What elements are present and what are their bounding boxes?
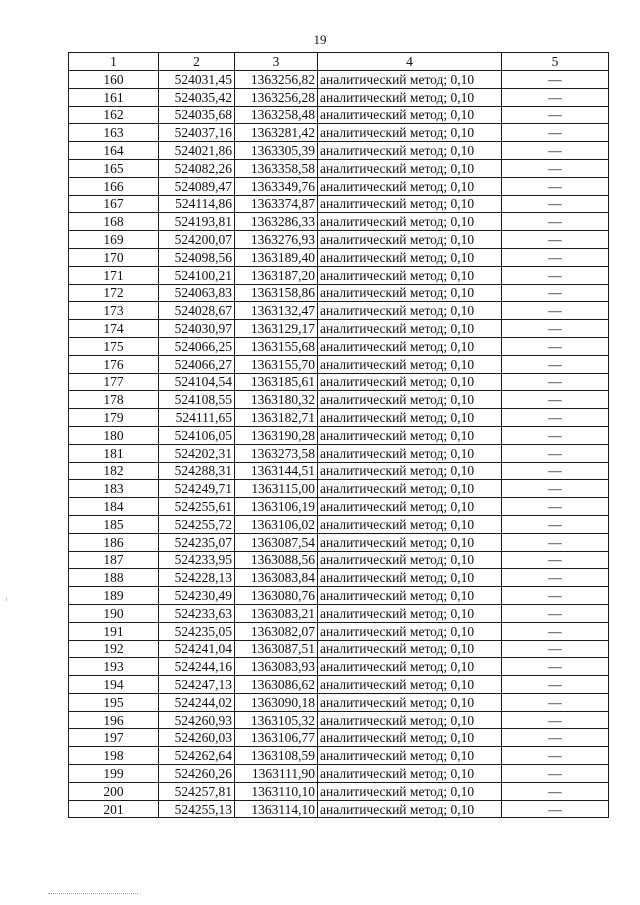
- cell-point-number: 175: [69, 337, 159, 355]
- table-row: [69, 480, 609, 498]
- cell-y-coordinate: 1363144,51: [235, 462, 318, 480]
- cell-y-coordinate: 1363083,84: [235, 569, 318, 587]
- cell-note: —: [502, 729, 609, 747]
- cell-y-coordinate: 1363110,10: [235, 782, 318, 800]
- cell-point-number: 194: [69, 676, 159, 694]
- cell-x-coordinate: 524235,05: [159, 622, 235, 640]
- cell-method: аналитический метод; 0,10: [318, 765, 502, 783]
- cell-y-coordinate: 1363358,58: [235, 159, 318, 177]
- cell-note: —: [502, 124, 609, 142]
- cell-method: аналитический метод; 0,10: [318, 409, 502, 427]
- cell-x-coordinate: 524228,13: [159, 569, 235, 587]
- cell-method: аналитический метод; 0,10: [318, 213, 502, 231]
- cell-x-coordinate: 524249,71: [159, 480, 235, 498]
- cell-x-coordinate: 524260,26: [159, 765, 235, 783]
- cell-y-coordinate: 1363349,76: [235, 177, 318, 195]
- cell-point-number: 168: [69, 213, 159, 231]
- cell-note: —: [502, 515, 609, 533]
- cell-note: —: [502, 355, 609, 373]
- cell-y-coordinate: 1363087,54: [235, 533, 318, 551]
- table-row: [69, 213, 609, 231]
- cell-point-number: 186: [69, 533, 159, 551]
- cell-point-number: 171: [69, 266, 159, 284]
- cell-method: аналитический метод; 0,10: [318, 426, 502, 444]
- table-row: [69, 658, 609, 676]
- cell-method: аналитический метод; 0,10: [318, 515, 502, 533]
- cell-x-coordinate: 524030,97: [159, 320, 235, 338]
- cell-method: аналитический метод; 0,10: [318, 302, 502, 320]
- cell-method: аналитический метод; 0,10: [318, 747, 502, 765]
- cell-note: —: [502, 320, 609, 338]
- cell-y-coordinate: 1363155,68: [235, 337, 318, 355]
- cell-x-coordinate: 524255,61: [159, 498, 235, 516]
- table-row: [69, 248, 609, 266]
- header-col-y: 3: [235, 53, 318, 71]
- cell-y-coordinate: 1363106,02: [235, 515, 318, 533]
- cell-point-number: 179: [69, 409, 159, 427]
- cell-note: —: [502, 195, 609, 213]
- cell-x-coordinate: 524255,72: [159, 515, 235, 533]
- cell-x-coordinate: 524233,95: [159, 551, 235, 569]
- cell-method: аналитический метод; 0,10: [318, 444, 502, 462]
- cell-note: —: [502, 480, 609, 498]
- table-row: [69, 337, 609, 355]
- header-col-method: 4: [318, 53, 502, 71]
- page-number: 19: [313, 32, 327, 47]
- cell-y-coordinate: 1363082,07: [235, 622, 318, 640]
- cell-method: аналитический метод; 0,10: [318, 284, 502, 302]
- cell-point-number: 198: [69, 747, 159, 765]
- cell-method: аналитический метод; 0,10: [318, 195, 502, 213]
- cell-y-coordinate: 1363276,93: [235, 231, 318, 249]
- footer-stamp-line: [48, 893, 138, 896]
- cell-note: —: [502, 337, 609, 355]
- cell-note: —: [502, 302, 609, 320]
- cell-y-coordinate: 1363182,71: [235, 409, 318, 427]
- cell-x-coordinate: 524257,81: [159, 782, 235, 800]
- table-row: [69, 729, 609, 747]
- cell-x-coordinate: 524035,68: [159, 106, 235, 124]
- cell-point-number: 199: [69, 765, 159, 783]
- cell-note: —: [502, 604, 609, 622]
- cell-x-coordinate: 524031,45: [159, 71, 235, 89]
- table-row: [69, 693, 609, 711]
- cell-y-coordinate: 1363087,51: [235, 640, 318, 658]
- cell-x-coordinate: 524100,21: [159, 266, 235, 284]
- cell-point-number: 166: [69, 177, 159, 195]
- cell-x-coordinate: 524244,02: [159, 693, 235, 711]
- cell-y-coordinate: 1363108,59: [235, 747, 318, 765]
- cell-point-number: 181: [69, 444, 159, 462]
- cell-point-number: 174: [69, 320, 159, 338]
- cell-y-coordinate: 1363111,90: [235, 765, 318, 783]
- cell-point-number: 165: [69, 159, 159, 177]
- cell-point-number: 196: [69, 711, 159, 729]
- cell-method: аналитический метод; 0,10: [318, 587, 502, 605]
- table-row: [69, 533, 609, 551]
- table-row: [69, 622, 609, 640]
- cell-point-number: 160: [69, 71, 159, 89]
- cell-y-coordinate: 1363281,42: [235, 124, 318, 142]
- cell-method: аналитический метод; 0,10: [318, 231, 502, 249]
- table-body: [69, 71, 609, 818]
- cell-y-coordinate: 1363090,18: [235, 693, 318, 711]
- cell-point-number: 192: [69, 640, 159, 658]
- cell-note: —: [502, 177, 609, 195]
- cell-method: аналитический метод; 0,10: [318, 355, 502, 373]
- cell-x-coordinate: 524241,04: [159, 640, 235, 658]
- cell-y-coordinate: 1363185,61: [235, 373, 318, 391]
- table-row: [69, 765, 609, 783]
- cell-note: —: [502, 106, 609, 124]
- cell-x-coordinate: 524021,86: [159, 142, 235, 160]
- table-row: [69, 515, 609, 533]
- cell-note: —: [502, 444, 609, 462]
- table-row: [69, 587, 609, 605]
- cell-method: аналитический метод; 0,10: [318, 551, 502, 569]
- cell-y-coordinate: 1363129,17: [235, 320, 318, 338]
- cell-note: —: [502, 426, 609, 444]
- table-row: [69, 195, 609, 213]
- table-row: [69, 498, 609, 516]
- cell-note: —: [502, 498, 609, 516]
- cell-point-number: 193: [69, 658, 159, 676]
- table-row: [69, 142, 609, 160]
- cell-note: —: [502, 782, 609, 800]
- cell-note: —: [502, 693, 609, 711]
- cell-y-coordinate: 1363115,00: [235, 480, 318, 498]
- cell-method: аналитический метод; 0,10: [318, 462, 502, 480]
- cell-method: аналитический метод; 0,10: [318, 729, 502, 747]
- cell-point-number: 182: [69, 462, 159, 480]
- cell-x-coordinate: 524233,63: [159, 604, 235, 622]
- cell-method: аналитический метод; 0,10: [318, 71, 502, 89]
- cell-y-coordinate: 1363106,19: [235, 498, 318, 516]
- cell-note: —: [502, 462, 609, 480]
- table-row: [69, 266, 609, 284]
- cell-note: —: [502, 533, 609, 551]
- cell-x-coordinate: 524104,54: [159, 373, 235, 391]
- cell-note: —: [502, 284, 609, 302]
- cell-x-coordinate: 524260,93: [159, 711, 235, 729]
- cell-note: —: [502, 159, 609, 177]
- table-row: [69, 711, 609, 729]
- table-row: [69, 444, 609, 462]
- cell-x-coordinate: 524037,16: [159, 124, 235, 142]
- cell-point-number: 172: [69, 284, 159, 302]
- cell-method: аналитический метод; 0,10: [318, 177, 502, 195]
- cell-x-coordinate: 524235,07: [159, 533, 235, 551]
- header-col-note: 5: [502, 53, 609, 71]
- cell-note: —: [502, 622, 609, 640]
- table-row: [69, 569, 609, 587]
- cell-method: аналитический метод; 0,10: [318, 622, 502, 640]
- table-row: [69, 106, 609, 124]
- cell-y-coordinate: 1363105,32: [235, 711, 318, 729]
- cell-note: —: [502, 266, 609, 284]
- cell-method: аналитический метод; 0,10: [318, 124, 502, 142]
- cell-note: —: [502, 676, 609, 694]
- cell-x-coordinate: 524202,31: [159, 444, 235, 462]
- cell-point-number: 163: [69, 124, 159, 142]
- cell-method: аналитический метод; 0,10: [318, 266, 502, 284]
- cell-note: —: [502, 711, 609, 729]
- cell-x-coordinate: 524230,49: [159, 587, 235, 605]
- margin-mark: [6, 598, 7, 601]
- cell-x-coordinate: 524089,47: [159, 177, 235, 195]
- coordinates-table: [68, 52, 609, 818]
- cell-note: —: [502, 587, 609, 605]
- cell-x-coordinate: 524262,64: [159, 747, 235, 765]
- cell-note: —: [502, 640, 609, 658]
- cell-point-number: 184: [69, 498, 159, 516]
- cell-y-coordinate: 1363088,56: [235, 551, 318, 569]
- cell-point-number: 197: [69, 729, 159, 747]
- cell-method: аналитический метод; 0,10: [318, 391, 502, 409]
- table-row: [69, 551, 609, 569]
- cell-y-coordinate: 1363286,33: [235, 213, 318, 231]
- cell-note: —: [502, 88, 609, 106]
- table-row: [69, 747, 609, 765]
- cell-point-number: 177: [69, 373, 159, 391]
- cell-method: аналитический метод; 0,10: [318, 604, 502, 622]
- cell-point-number: 176: [69, 355, 159, 373]
- cell-y-coordinate: 1363106,77: [235, 729, 318, 747]
- cell-note: —: [502, 231, 609, 249]
- cell-point-number: 185: [69, 515, 159, 533]
- cell-point-number: 164: [69, 142, 159, 160]
- cell-y-coordinate: 1363374,87: [235, 195, 318, 213]
- cell-y-coordinate: 1363273,58: [235, 444, 318, 462]
- cell-y-coordinate: 1363132,47: [235, 302, 318, 320]
- cell-method: аналитический метод; 0,10: [318, 480, 502, 498]
- cell-point-number: 162: [69, 106, 159, 124]
- cell-y-coordinate: 1363187,20: [235, 266, 318, 284]
- cell-x-coordinate: 524028,67: [159, 302, 235, 320]
- cell-method: аналитический метод; 0,10: [318, 569, 502, 587]
- cell-note: —: [502, 409, 609, 427]
- cell-note: —: [502, 658, 609, 676]
- table-row: [69, 302, 609, 320]
- header-col-x: 2: [159, 53, 235, 71]
- table-row: [69, 373, 609, 391]
- cell-method: аналитический метод; 0,10: [318, 106, 502, 124]
- cell-x-coordinate: 524247,13: [159, 676, 235, 694]
- cell-x-coordinate: 524098,56: [159, 248, 235, 266]
- table-row: [69, 800, 609, 818]
- table-row: [69, 88, 609, 106]
- cell-x-coordinate: 524260,03: [159, 729, 235, 747]
- cell-y-coordinate: 1363158,86: [235, 284, 318, 302]
- cell-note: —: [502, 71, 609, 89]
- cell-method: аналитический метод; 0,10: [318, 248, 502, 266]
- cell-x-coordinate: 524244,16: [159, 658, 235, 676]
- table-row: [69, 676, 609, 694]
- table-row: [69, 409, 609, 427]
- cell-y-coordinate: 1363083,93: [235, 658, 318, 676]
- cell-method: аналитический метод; 0,10: [318, 498, 502, 516]
- cell-y-coordinate: 1363256,28: [235, 88, 318, 106]
- cell-method: аналитический метод; 0,10: [318, 711, 502, 729]
- cell-method: аналитический метод; 0,10: [318, 658, 502, 676]
- cell-point-number: 173: [69, 302, 159, 320]
- cell-x-coordinate: 524066,27: [159, 355, 235, 373]
- table-row: [69, 426, 609, 444]
- table-row: [69, 782, 609, 800]
- cell-point-number: 189: [69, 587, 159, 605]
- cell-point-number: 178: [69, 391, 159, 409]
- cell-x-coordinate: 524066,25: [159, 337, 235, 355]
- cell-point-number: 183: [69, 480, 159, 498]
- table-row: [69, 320, 609, 338]
- cell-note: —: [502, 373, 609, 391]
- table-row: [69, 284, 609, 302]
- cell-y-coordinate: 1363180,32: [235, 391, 318, 409]
- cell-note: —: [502, 551, 609, 569]
- cell-point-number: 180: [69, 426, 159, 444]
- cell-point-number: 191: [69, 622, 159, 640]
- table-row: [69, 391, 609, 409]
- cell-y-coordinate: 1363083,21: [235, 604, 318, 622]
- cell-method: аналитический метод; 0,10: [318, 533, 502, 551]
- cell-note: —: [502, 800, 609, 818]
- cell-x-coordinate: 524288,31: [159, 462, 235, 480]
- cell-note: —: [502, 765, 609, 783]
- cell-note: —: [502, 747, 609, 765]
- cell-point-number: 200: [69, 782, 159, 800]
- cell-point-number: 169: [69, 231, 159, 249]
- cell-x-coordinate: 524035,42: [159, 88, 235, 106]
- cell-point-number: 195: [69, 693, 159, 711]
- cell-method: аналитический метод; 0,10: [318, 320, 502, 338]
- table-row: [69, 159, 609, 177]
- cell-method: аналитический метод; 0,10: [318, 676, 502, 694]
- header-col-point-number: 1: [69, 53, 159, 71]
- cell-method: аналитический метод; 0,10: [318, 373, 502, 391]
- cell-y-coordinate: 1363155,70: [235, 355, 318, 373]
- cell-point-number: 190: [69, 604, 159, 622]
- table-row: [69, 71, 609, 89]
- table-row: [69, 355, 609, 373]
- cell-y-coordinate: 1363114,10: [235, 800, 318, 818]
- cell-x-coordinate: 524063,83: [159, 284, 235, 302]
- table-row: [69, 604, 609, 622]
- cell-point-number: 201: [69, 800, 159, 818]
- cell-point-number: 161: [69, 88, 159, 106]
- cell-x-coordinate: 524111,65: [159, 409, 235, 427]
- cell-y-coordinate: 1363305,39: [235, 142, 318, 160]
- cell-note: —: [502, 391, 609, 409]
- cell-note: —: [502, 569, 609, 587]
- cell-y-coordinate: 1363080,76: [235, 587, 318, 605]
- cell-x-coordinate: 524193,81: [159, 213, 235, 231]
- cell-note: —: [502, 142, 609, 160]
- cell-y-coordinate: 1363190,28: [235, 426, 318, 444]
- cell-method: аналитический метод; 0,10: [318, 337, 502, 355]
- cell-point-number: 167: [69, 195, 159, 213]
- table-row: [69, 640, 609, 658]
- cell-x-coordinate: 524255,13: [159, 800, 235, 818]
- cell-method: аналитический метод; 0,10: [318, 88, 502, 106]
- cell-method: аналитический метод; 0,10: [318, 693, 502, 711]
- table-header: [69, 53, 609, 71]
- cell-x-coordinate: 524108,55: [159, 391, 235, 409]
- table-row: [69, 177, 609, 195]
- cell-x-coordinate: 524106,05: [159, 426, 235, 444]
- cell-y-coordinate: 1363189,40: [235, 248, 318, 266]
- cell-x-coordinate: 524200,07: [159, 231, 235, 249]
- cell-method: аналитический метод; 0,10: [318, 142, 502, 160]
- cell-point-number: 170: [69, 248, 159, 266]
- cell-y-coordinate: 1363258,48: [235, 106, 318, 124]
- cell-note: —: [502, 213, 609, 231]
- table-row: [69, 124, 609, 142]
- cell-point-number: 188: [69, 569, 159, 587]
- cell-y-coordinate: 1363256,82: [235, 71, 318, 89]
- cell-method: аналитический метод; 0,10: [318, 782, 502, 800]
- cell-method: аналитический метод; 0,10: [318, 640, 502, 658]
- table-row: [69, 462, 609, 480]
- cell-point-number: 187: [69, 551, 159, 569]
- cell-x-coordinate: 524082,26: [159, 159, 235, 177]
- header-row: [69, 53, 609, 71]
- cell-method: аналитический метод; 0,10: [318, 800, 502, 818]
- cell-note: —: [502, 248, 609, 266]
- table-row: [69, 231, 609, 249]
- cell-y-coordinate: 1363086,62: [235, 676, 318, 694]
- cell-x-coordinate: 524114,86: [159, 195, 235, 213]
- cell-method: аналитический метод; 0,10: [318, 159, 502, 177]
